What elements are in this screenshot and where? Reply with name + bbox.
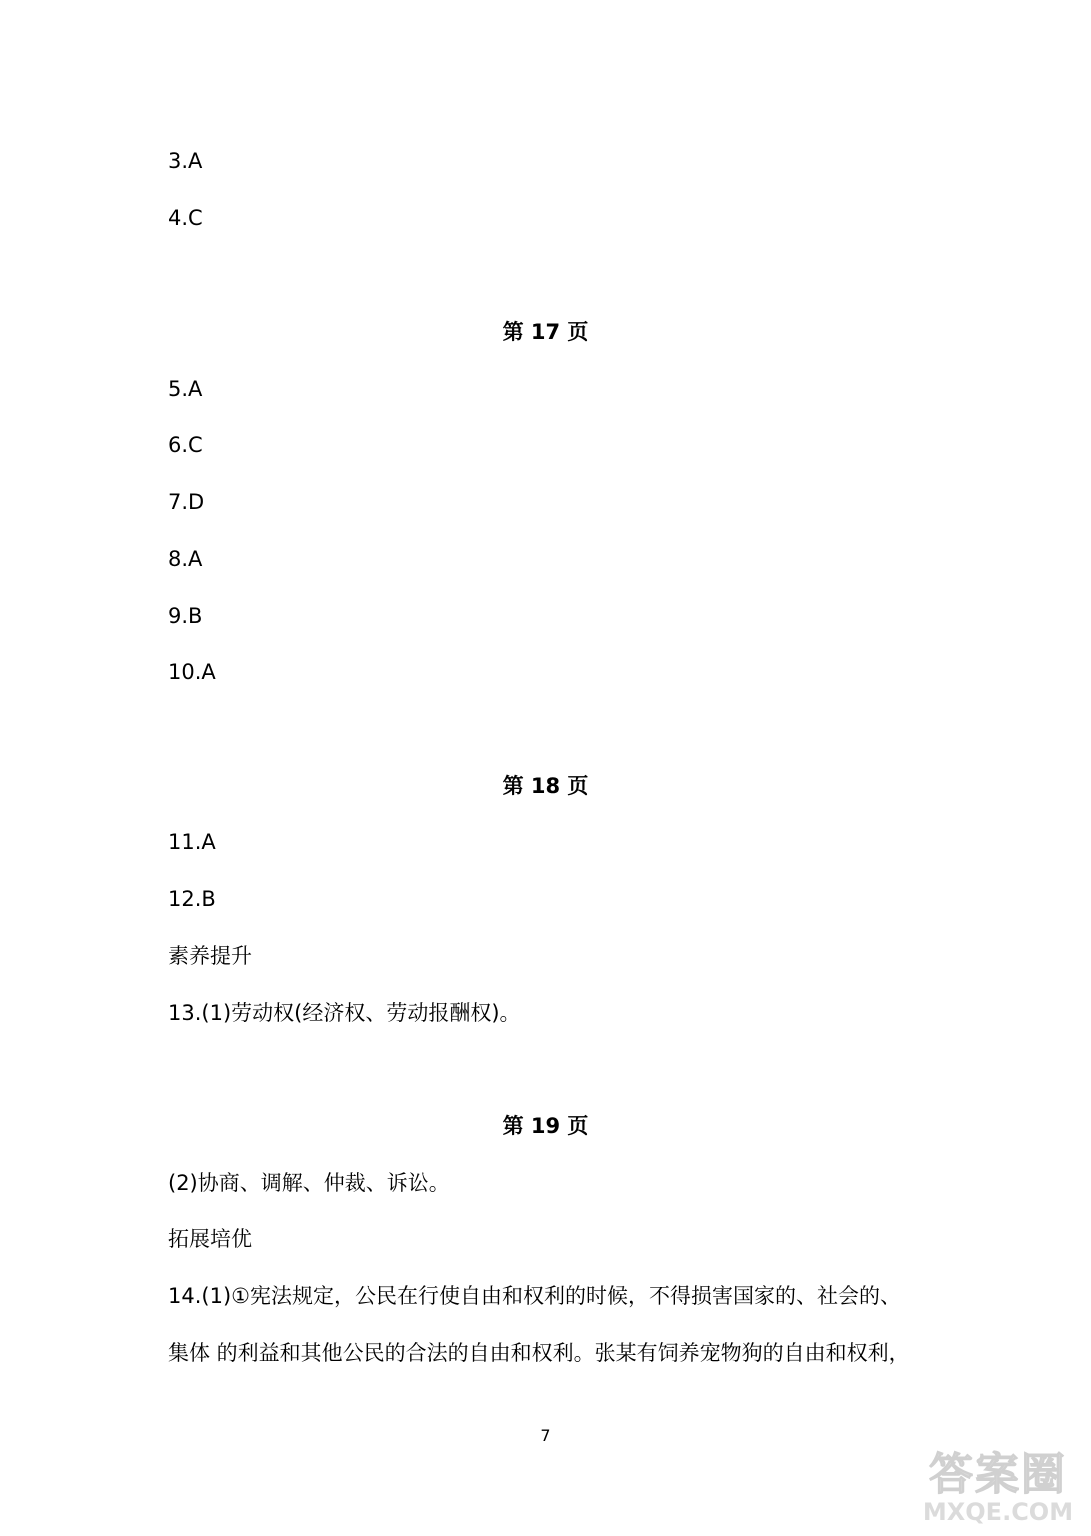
watermark-text-bottom: MXQE.COM — [922, 1498, 1074, 1526]
answer-9: 9.B — [168, 604, 203, 628]
answer-7: 7.D — [168, 490, 205, 514]
answer-12: 12.B — [168, 887, 216, 911]
answer-5: 5.A — [168, 377, 203, 401]
answer-14-line1: 14.(1)①宪法规定，公民在行使自由和权利的时候，不得损害国家的、社会的、 — [168, 1284, 901, 1308]
answer-8: 8.A — [168, 547, 203, 571]
section-title-suyang: 素养提升 — [168, 944, 252, 968]
answer-14-line2: 集体 的利益和其他公民的合法的自由和权利。张某有饲养宠物狗的自由和权利， — [168, 1341, 910, 1365]
answer-13-part2: (2)协商、调解、仲裁、诉讼。 — [168, 1171, 450, 1195]
page-heading-19: 第 19 页 — [502, 1114, 589, 1138]
answer-6: 6.C — [168, 433, 203, 457]
page-heading-18: 第 18 页 — [502, 774, 589, 798]
section-title-tuozhan: 拓展培优 — [168, 1227, 252, 1251]
answer-11: 11.A — [168, 830, 216, 854]
page-heading-17: 第 17 页 — [502, 320, 589, 344]
answer-10: 10.A — [168, 660, 216, 684]
watermark-logo — [913, 1449, 1083, 1530]
answer-13-part1: 13.(1)劳动权(经济权、劳动报酬权)。 — [168, 1001, 521, 1025]
answer-4: 4.C — [168, 206, 203, 230]
answer-3: 3.A — [168, 149, 203, 173]
page-number: 7 — [540, 1426, 551, 1445]
watermark-text-top: 答案圈 — [929, 1449, 1067, 1500]
